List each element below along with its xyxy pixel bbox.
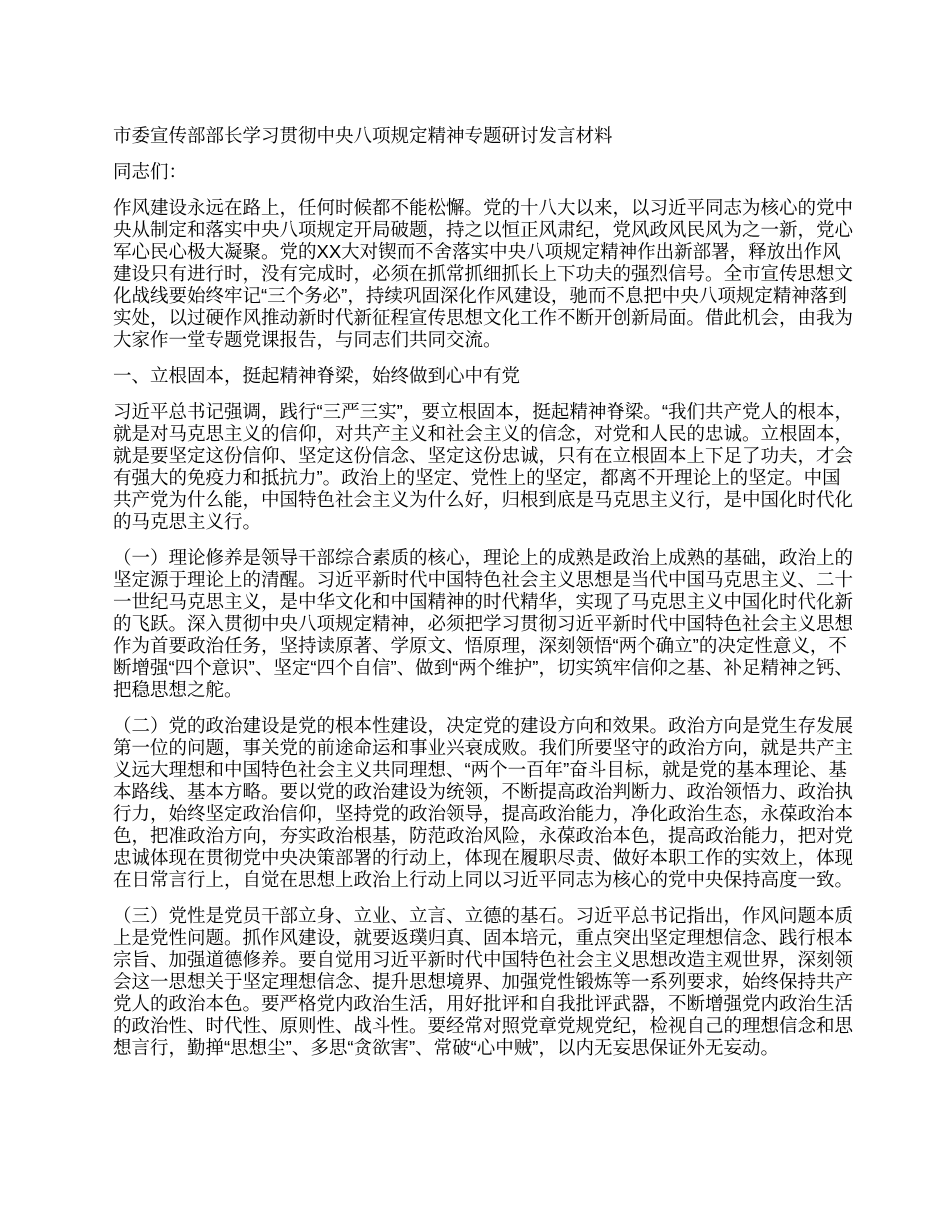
document-title: 市委宣传部部长学习贯彻中央八项规定精神专题研讨发言材料 [113, 125, 613, 146]
paragraph-point-1: （一）理论修养是领导干部综合素质的核心，理论上的成熟是政治上成熟的基础，政治上的坚定源于理论上的清醒。习近平新时代中国特色社会主义思想是当代中国马克思主义、二十一世纪马克思主义，是中华文化和中国精神的时代精华，实现了马克思主义中国化时代化新的飞跃。深入贯彻中央八项规定精神，必须把学习贯彻习近平新时代中国特色社会主义思想作为首要政治任务，坚持读原著、学原文、悟原理，深刻领悟“两个确立”的决定性意义，不断增强“四个意识”、坚定“四个自信”、做到“两个维护”，切实筑牢信仰之基、补足精神之钙、把稳思想之舵。 [113, 547, 854, 700]
paragraph-point-2: （二）党的政治建设是党的根本性建设，决定党的建设方向和效果。政治方向是党生存发展第一位的问题，事关党的前途命运和事业兴衰成败。我们所要坚守的政治方向，就是共产主义远大理想和中国特色社会主义共同理想、“两个一百年”奋斗目标，就是党的基本理论、基本路线、基本方略。要以党的政治建设为统领，不断提高政治判断力、政治领悟力、政治执行力，始终坚定政治信仰，坚持党的政治领导，提高政治能力，净化政治生态，永葆政治本色，把准政治方向，夯实政治根基，防范政治风险，永葆政治本色，提高政治能力，把对党忠诚体现在贯彻党中央决策部署的行动上，体现在履职尽责、做好本职工作的实效上，体现在日常言行上，自觉在思想上政治上行动上同以习近平同志为核心的党中央保持高度一致。 [113, 715, 854, 890]
paragraph-point-3: （三）党性是党员干部立身、立业、立言、立德的基石。习近平总书记指出，作风问题本质上是党性问题。抓作风建设，就要返璞归真、固本培元，重点突出坚定理想信念、践行根本宗旨、加强道德修养。要自觉用习近平新时代中国特色社会主义思想改造主观世界，深刻领会这一思想关于坚定理想信念、提升思想境界、加强党性锻炼等一系列要求，始终保持共产党人的政治本色。要严格党内政治生活，用好批评和自我批评武器，不断增强党内政治生活的政治性、时代性、原则性、战斗性。要经常对照党章党规党纪，检视自己的理想信念和思想言行，勤掸“思想尘”、多思“贪欲害”、常破“心中贼”，以内无妄思保证外无妄动。 [113, 905, 854, 1058]
section-heading-1: 一、立根固本，挺起精神脊梁，始终做到心中有党 [113, 365, 521, 386]
paragraph-section1-intro: 习近平总书记强调，践行“三严三实”，要立根固本，挺起精神脊梁。“我们共产党人的根本，就是对马克思主义的信仰，对共产主义和社会主义的信念，对党和人民的忠诚。立根固本，就是要坚定这份信仰、坚定这份信念、坚定这份忠诚，只有在立根固本上下足了功夫，才会有强大的免疫力和抵抗力”。政治上的坚定、党性上的坚定，都离不开理论上的坚定。中国共产党为什么能，中国特色社会主义为什么好，归根到底是马克思主义行，是中国化时代化的马克思主义行。 [113, 401, 854, 532]
salutation: 同志们： [113, 161, 188, 182]
paragraph-opening: 作风建设永远在路上，任何时候都不能松懈。党的十八大以来，以习近平同志为核心的党中央从制定和落实中央八项规定开局破题，持之以恒正风肃纪，党风政风民风为之一新，党心军心民心极大凝聚。党的XX大对锲而不舍落实中央八项规定精神作出新部署，释放出作风建设只有进行时，没有完成时，必须在抓常抓细抓长上下功夫的强烈信号。全市宣传思想文化战线要始终牢记“三个务必”，持续巩固深化作风建设，驰而不息把中央八项规定精神落到实处，以过硬作风推动新时代新征程宣传思想文化工作不断开创新局面。借此机会，由我为大家作一堂专题党课报告，与同志们共同交流。 [113, 197, 854, 350]
